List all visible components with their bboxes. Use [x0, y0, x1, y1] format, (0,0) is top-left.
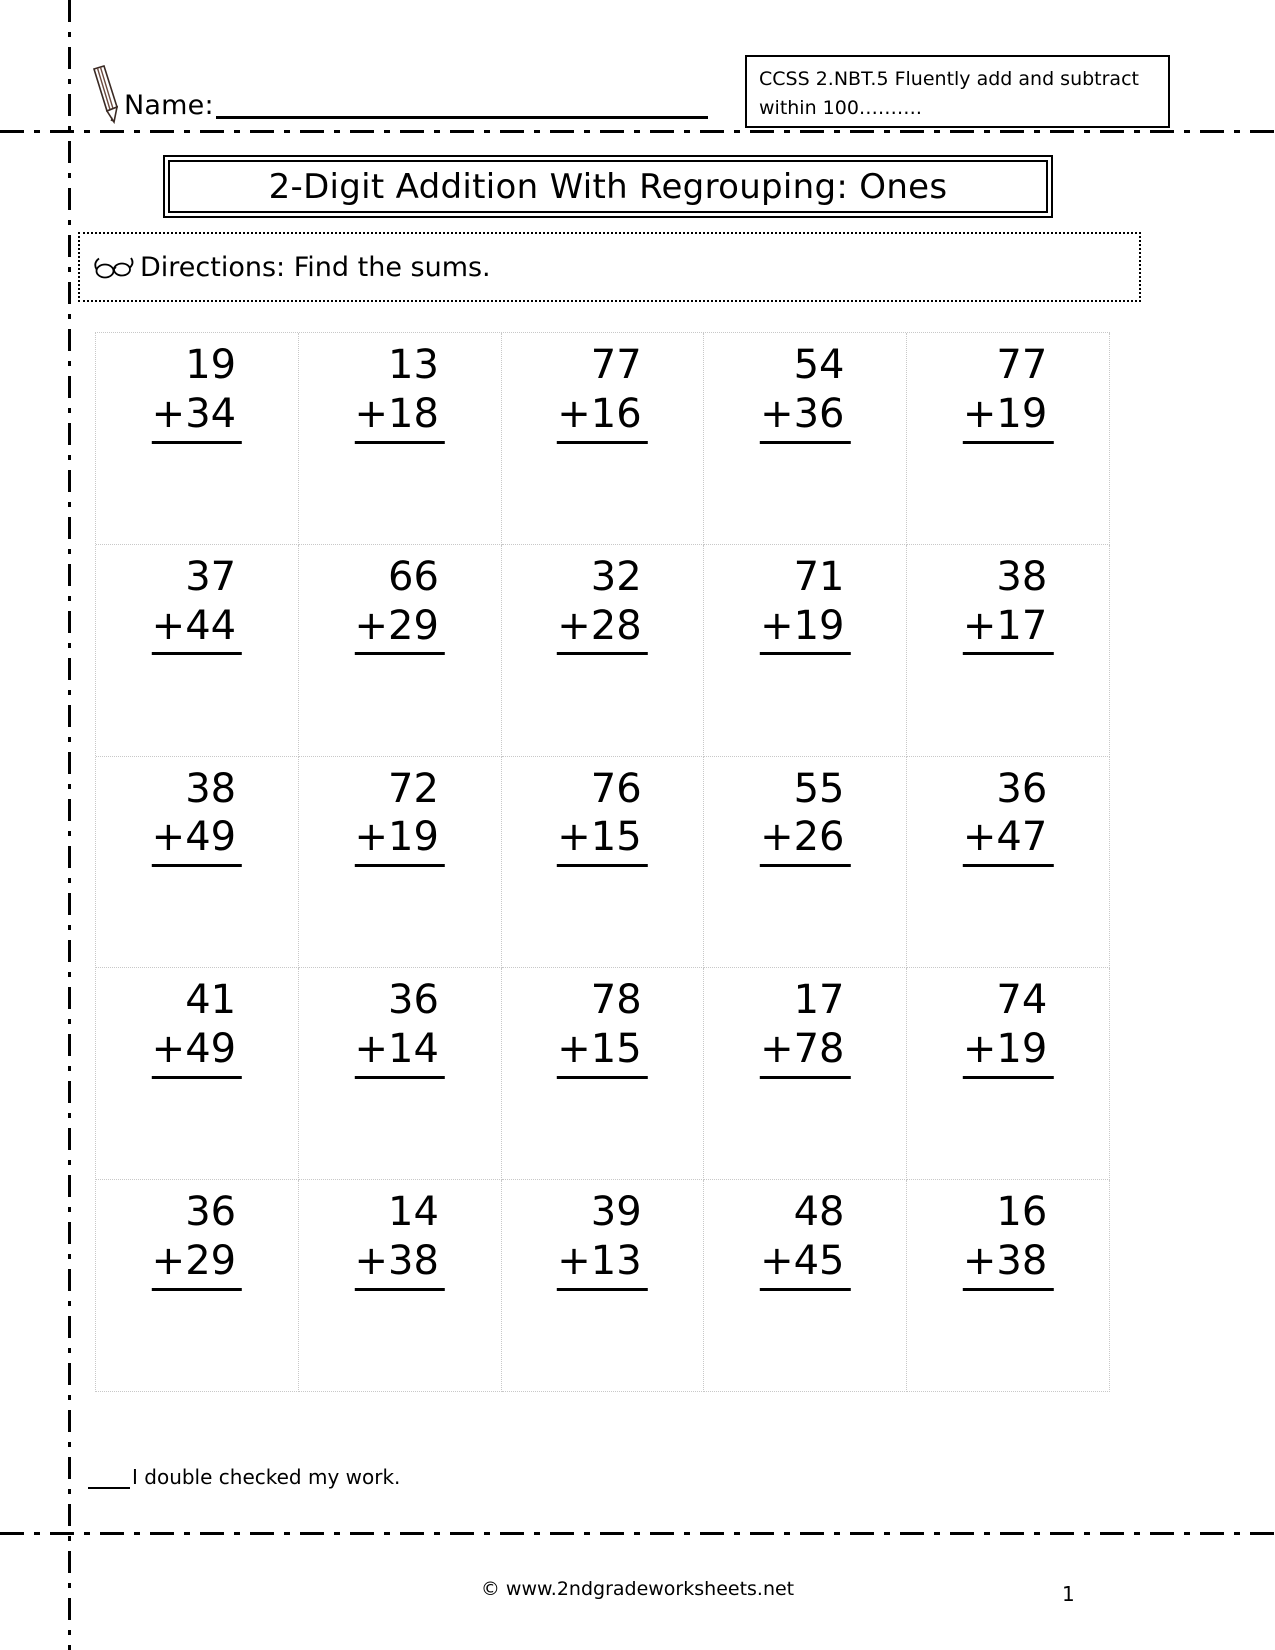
- double-check-label: I double checked my work.: [132, 1465, 401, 1489]
- problem-cell[interactable]: [96, 333, 299, 545]
- ccss-line-1: CCSS 2.NBT.5 Fluently add and subtract: [759, 68, 1139, 90]
- page-number: 1: [1062, 1582, 1075, 1606]
- copyright-text: © www.2ndgradeworksheets.net: [480, 1578, 795, 1600]
- problem-cell[interactable]: [502, 1180, 705, 1392]
- crop-mark-horizontal-bottom: [0, 1532, 1275, 1535]
- addend-bottom: +14: [354, 1025, 444, 1079]
- addend-bottom: +47: [963, 813, 1053, 867]
- addend-bottom: +29: [152, 1237, 242, 1291]
- addend-bottom: +26: [760, 813, 850, 867]
- problem-cell[interactable]: [704, 968, 907, 1180]
- name-row: [88, 55, 708, 125]
- addend-top: 19: [185, 342, 237, 388]
- addition-problem: [354, 765, 444, 868]
- problem-cell[interactable]: [704, 545, 907, 757]
- name-label: Name:: [124, 90, 214, 121]
- addend-top: 54: [793, 342, 845, 388]
- addend-top: 14: [387, 1189, 439, 1236]
- problem-cell[interactable]: [299, 333, 502, 545]
- addition-problem: [557, 341, 647, 444]
- page-title: 2-Digit Addition With Regrouping: Ones: [268, 166, 948, 207]
- problem-cell[interactable]: [96, 757, 299, 969]
- addend-bottom: +45: [760, 1237, 850, 1291]
- problem-cell[interactable]: [502, 545, 705, 757]
- addend-bottom: +78: [760, 1025, 850, 1079]
- addition-problem: [354, 553, 444, 656]
- addend-top: 32: [590, 553, 642, 600]
- problem-cell[interactable]: [704, 1180, 907, 1392]
- addend-top: 37: [185, 553, 237, 600]
- double-check-row: [88, 1465, 400, 1489]
- addend-bottom: +36: [760, 390, 850, 444]
- problem-cell[interactable]: [907, 968, 1110, 1180]
- problem-cell[interactable]: [502, 333, 705, 545]
- pencil-icon: [88, 65, 122, 125]
- addition-problem: [557, 765, 647, 868]
- crop-mark-horizontal-top: [0, 130, 1275, 133]
- addend-top: 76: [590, 765, 642, 812]
- title-box: [163, 155, 1053, 218]
- addition-problem: [760, 341, 850, 444]
- addend-top: 38: [185, 765, 237, 812]
- problem-grid: [95, 332, 1110, 1392]
- addend-top: 66: [387, 553, 439, 600]
- addend-top: 41: [185, 977, 237, 1024]
- addend-bottom: +17: [963, 602, 1053, 656]
- addend-top: 38: [996, 553, 1048, 600]
- directions-text: Directions: Find the sums.: [140, 251, 491, 283]
- addition-problem: [152, 765, 242, 868]
- addend-top: 13: [387, 342, 439, 388]
- problem-cell[interactable]: [299, 968, 502, 1180]
- addition-problem: [963, 1188, 1053, 1291]
- problem-cell[interactable]: [502, 757, 705, 969]
- addition-problem: [963, 341, 1053, 444]
- directions-box: [78, 232, 1141, 302]
- addition-problem: [152, 1188, 242, 1291]
- addend-top: 77: [996, 342, 1048, 388]
- problem-cell[interactable]: [907, 333, 1110, 545]
- addend-top: 36: [996, 765, 1048, 812]
- addend-bottom: +15: [557, 1025, 647, 1079]
- double-check-blank[interactable]: [88, 1470, 130, 1489]
- addition-problem: [354, 341, 444, 444]
- problem-cell[interactable]: [299, 545, 502, 757]
- problem-cell[interactable]: [704, 757, 907, 969]
- problem-cell[interactable]: [299, 757, 502, 969]
- addend-top: 74: [996, 977, 1048, 1024]
- problem-cell[interactable]: [96, 1180, 299, 1392]
- addend-bottom: +38: [963, 1237, 1053, 1291]
- problem-cell[interactable]: [502, 968, 705, 1180]
- addend-bottom: +29: [354, 602, 444, 656]
- addend-bottom: +44: [152, 602, 242, 656]
- addition-problem: [760, 553, 850, 656]
- ccss-line-2: within 100……….: [759, 97, 922, 120]
- addition-problem: [557, 976, 647, 1079]
- crop-mark-vertical-left: [68, 0, 71, 1650]
- problem-cell[interactable]: [907, 757, 1110, 969]
- addend-bottom: +13: [557, 1237, 647, 1291]
- addition-problem: [963, 976, 1053, 1079]
- addition-problem: [152, 976, 242, 1079]
- problem-cell[interactable]: [96, 968, 299, 1180]
- addend-bottom: +28: [557, 602, 647, 656]
- addend-top: 39: [590, 1189, 642, 1236]
- addition-problem: [963, 765, 1053, 868]
- addition-problem: [760, 1188, 850, 1291]
- problem-cell[interactable]: [907, 545, 1110, 757]
- glasses-icon: [92, 253, 136, 281]
- addend-bottom: +19: [963, 1025, 1053, 1079]
- addition-problem: [963, 553, 1053, 656]
- addition-problem: [557, 553, 647, 656]
- addition-problem: [152, 553, 242, 656]
- addend-bottom: +19: [354, 813, 444, 867]
- addend-bottom: +49: [152, 813, 242, 867]
- addend-bottom: +15: [557, 813, 647, 867]
- addend-top: 17: [793, 977, 845, 1024]
- addend-top: 71: [793, 553, 845, 600]
- addend-bottom: +38: [354, 1237, 444, 1291]
- addend-top: 72: [387, 765, 439, 812]
- addend-top: 16: [996, 1189, 1048, 1236]
- addend-top: 48: [793, 1189, 845, 1236]
- addend-top: 77: [590, 342, 642, 388]
- addend-bottom: +49: [152, 1025, 242, 1079]
- addition-problem: [354, 976, 444, 1079]
- ccss-standard-box: [745, 55, 1170, 128]
- addend-top: 36: [387, 977, 439, 1024]
- problem-cell[interactable]: [907, 1180, 1110, 1392]
- addition-problem: [152, 341, 242, 444]
- addend-top: 78: [590, 977, 642, 1024]
- addend-top: 55: [793, 765, 845, 812]
- addend-bottom: +34: [152, 390, 242, 444]
- addend-bottom: +16: [557, 390, 647, 444]
- addend-bottom: +19: [963, 390, 1053, 444]
- addition-problem: [557, 1188, 647, 1291]
- addend-bottom: +19: [760, 602, 850, 656]
- problem-cell[interactable]: [299, 1180, 502, 1392]
- addend-bottom: +18: [354, 390, 444, 444]
- addend-top: 36: [185, 1189, 237, 1236]
- name-input-line[interactable]: [216, 88, 708, 119]
- problem-cell[interactable]: [96, 545, 299, 757]
- addition-problem: [354, 1188, 444, 1291]
- addition-problem: [760, 765, 850, 868]
- addition-problem: [760, 976, 850, 1079]
- problem-cell[interactable]: [704, 333, 907, 545]
